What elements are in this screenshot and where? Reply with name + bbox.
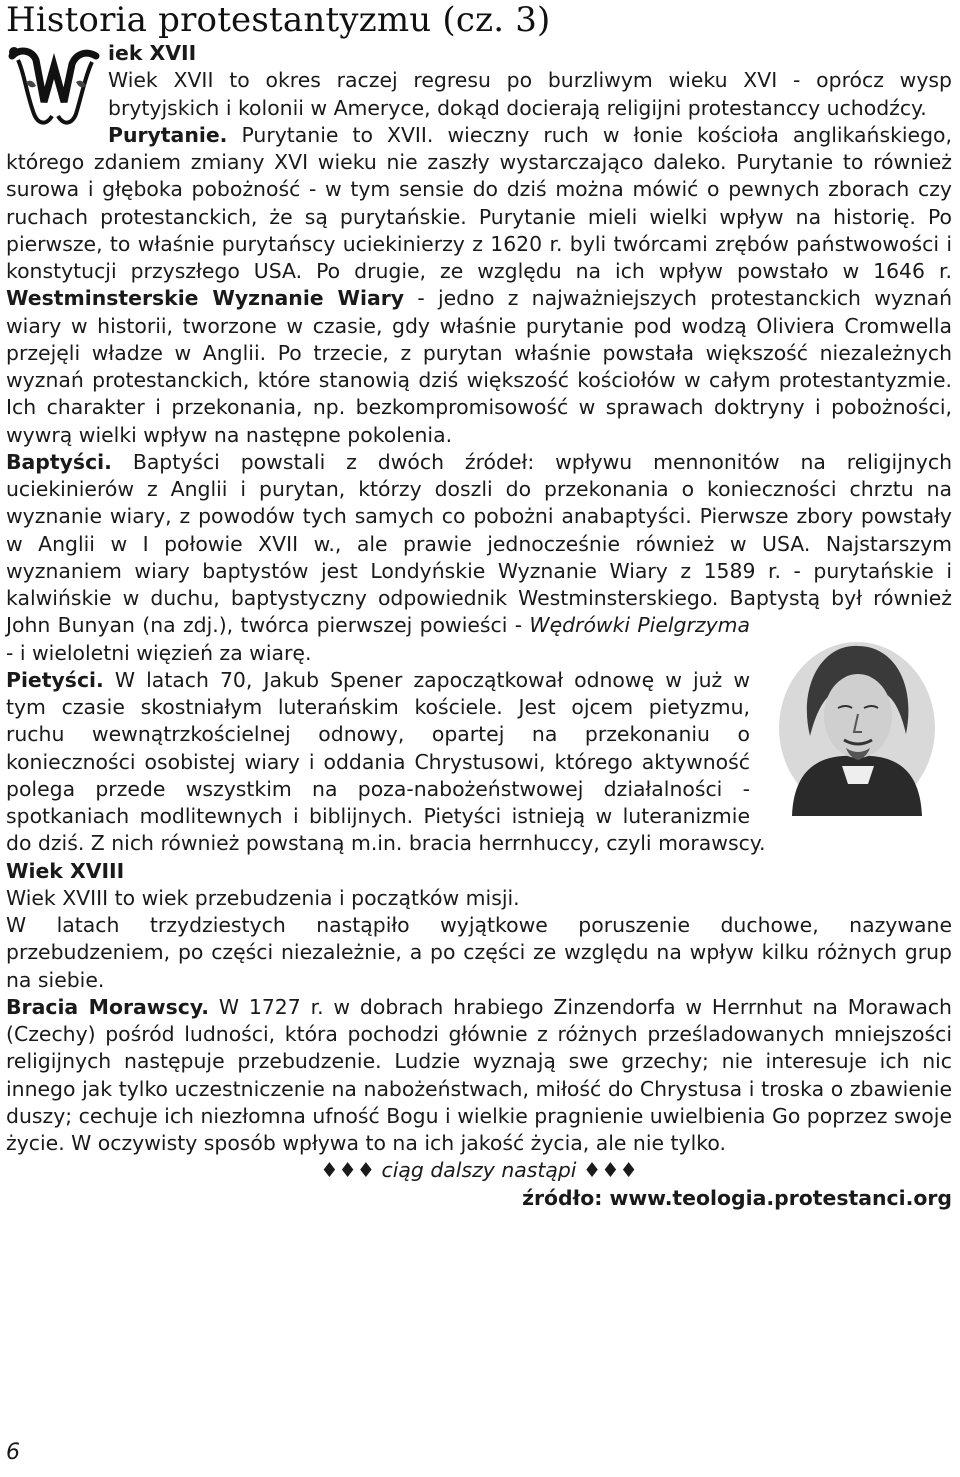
section-18-line2: W latach trzydziestych nastąpiło wyjątkowe poruszenie duchowe, nazywane przebudzeniem, po części niezależnie, a po części ze względu na wpływ kilku różnych grup na siebie. <box>6 913 952 992</box>
term-westminster-confession: Westminsterskie Wyznanie Wiary <box>6 286 405 311</box>
text-puritans: Purytanie to XVII. wieczny ruch w łonie kościoła anglikańskiego, którego zdaniem zmiany XVI wieku nie zaszły wystarczająco daleko. Purytanie to również surowa i głęboka pobożność - w tym sensie do dziś można mówić o pewnych zborach czy ruchach protestanckich, że są purytańskie. Purytanie mieli wielki wpływ na historię. Po pierwsze, to właśnie purytańscy uciekinierzy z 1620 r. byli twórcami zrębów państwowości i konstytucji przyszłego USA. Po drugie, ze względu na ich wpływ powstało w 1646 r. <box>6 122 953 283</box>
section-heading-17th-century: iek XVII <box>108 41 197 65</box>
heading-moravians: Bracia Morawscy. <box>6 994 209 1019</box>
text-moravians: W 1727 r. w dobrach hrabiego Zinzendorfa w Herrnhut na Morawach (Czechy) pośród ludności, która pochodzi głównie z różnych prześladowanych mniejszości religijnych następuje przebudzenie. Ludzie wyznają swe grzechy; nie interesuje ich nic innego jak tylko uczestniczenie na nabożeństwach, miłość do Chrystusa i troska o zbawienie duszy; cechuje ich niezłomna ufność Bogu i wielkie pragnienie uwielbienia Go poprzez swoje życie. W oczywisty sposób wpływa to na ich jakość życia, ale nie tylko. <box>6 994 952 1155</box>
portrait-engraving-icon <box>762 616 952 816</box>
text-baptists-part2: - i wieloletni więzień za wiarę. <box>6 640 312 665</box>
heading-pietists: Pietyści. <box>6 667 104 692</box>
book-title: Wędrówki Pielgrzyma <box>529 613 750 638</box>
text-baptists-part1: Baptyści powstali z dwóch źródeł: wpływu mennonitów na religijnych uciekinierów z Anglii i purytan, którzy doszli do przekonania o konieczności chrztu na wyznanie wiary, z powodów tych samych co pobożni anabaptyści. Pierwsze zbory powstały w Anglii w I połowie XVII w., ale prawie jednocześnie również w USA. Najstarszym wyznaniem wiary baptystów jest Londyńskie Wyznanie Wiary z 1589 r. - purytańskie i kalwińskie w duchu, baptystyczny odpowiednik Westminsterskiego. Baptystą był również John Bunyan (na zdj.), twórca pierwszej powieści - <box>6 449 952 638</box>
dropcap-letter <box>6 42 102 132</box>
text-puritans-continued: - jedno z najważniejszych protestanckich wyznań wiary w historii, tworzone w czasie, gdy właśnie purytanie pod wodzą Oliviera Cromwella przejęli władze w Anglii. Po trzecie, z purytan właśnie powstała większość niezależnych wyznań protestanckich, które stanowią dziś większość kościołów w całym protestantyzmie. Ich charakter i przekonania, np. bezkompromisowość w sprawach doktryny i pobożności, wywrą wielki wpływ na następne pokolenia. <box>6 286 952 447</box>
to-be-continued: ♦♦♦ ciąg dalszy nastąpi ♦♦♦ <box>320 1158 638 1183</box>
section-18-line1: Wiek XVIII to wiek przebudzenia i początków misji. <box>6 885 520 910</box>
article-body <box>6 40 952 1212</box>
text-pietists: W latach 70, Jakub Spener zapoczątkował odnowę w już w tym czasie skostniałym luterańskim kościele. Jest ojcem pietyzmu, ruchu wewnątrzkościelnej odnowy, opartej na przekonaniu o konieczności osobistej wiary i oddania Chrystusowi, którego aktywność polega przede wszystkim na poza-nabożeństwowej działalności - spotkaniach modlitewnych i biblijnych. Pietyści istnieją w luteranizmie do dziś. Z nich również powstaną m.in. bracia herrnhuccy, czyli morawscy. <box>6 667 766 856</box>
section-intro-17th-century: Wiek XVII to okres raczej regresu po burzliwym wieku XVI - oprócz wysp brytyjskich i kolonii w Ameryce, dokąd docierają religijni protestanccy uchodźcy. <box>108 68 952 120</box>
source-credit: źródło: www.teologia.protestanci.org <box>522 1185 952 1210</box>
paragraph-moravians <box>6 994 952 1158</box>
ornamental-w-icon <box>6 42 102 132</box>
paragraph-baptists <box>6 449 952 667</box>
john-bunyan-portrait <box>762 616 952 816</box>
heading-puritans: Purytanie. <box>108 122 228 147</box>
heading-baptists: Baptyści. <box>6 449 112 474</box>
article-title: Historia protestantyzmu (cz. 3) <box>6 0 551 40</box>
section-heading-18th-century: Wiek XVIII <box>6 858 125 883</box>
page-number: 6 <box>6 1440 20 1465</box>
paragraph-puritans <box>6 122 952 449</box>
